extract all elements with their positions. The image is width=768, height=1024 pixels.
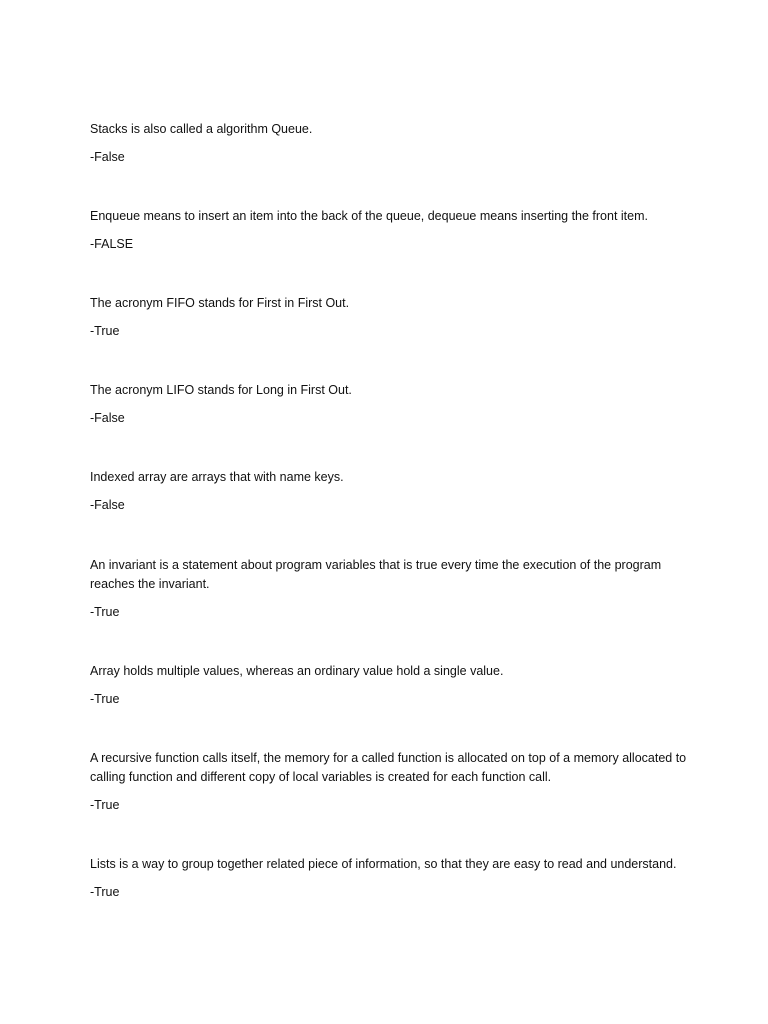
question-text: An invariant is a statement about program variables that is true every time the execution of the program reaches the invariant. bbox=[90, 558, 662, 591]
answer-text: -False bbox=[90, 498, 125, 512]
answer-text: -False bbox=[90, 150, 125, 164]
qa-item-7 bbox=[90, 662, 690, 709]
question-text: The acronym FIFO stands for First in First Out. bbox=[90, 296, 350, 310]
question-text: A recursive function calls itself, the memory for a called function is allocated on top of a memory allocated to calling function and different copy of local variables is created for each function call. bbox=[90, 751, 687, 784]
qa-item-9 bbox=[90, 855, 690, 902]
question-text: The acronym LIFO stands for Long in First Out. bbox=[90, 383, 352, 397]
qa-item-4 bbox=[90, 381, 690, 428]
question-text: Array holds multiple values, whereas an ordinary value hold a single value. bbox=[90, 664, 504, 678]
qa-item-2 bbox=[90, 207, 690, 254]
qa-item-8 bbox=[90, 749, 690, 815]
answer-text: -True bbox=[90, 605, 120, 619]
qa-item-6 bbox=[90, 556, 690, 622]
answer-text: -False bbox=[90, 411, 125, 425]
answer-text: -True bbox=[90, 324, 120, 338]
answer-text: -True bbox=[90, 885, 120, 899]
qa-item-1 bbox=[90, 120, 690, 167]
question-text: Lists is a way to group together related piece of information, so that they are easy to read and understand. bbox=[90, 857, 677, 871]
answer-text: -FALSE bbox=[90, 237, 134, 251]
question-text: Stacks is also called a algorithm Queue. bbox=[90, 122, 313, 136]
answer-text: -True bbox=[90, 692, 120, 706]
answer-text: -True bbox=[90, 798, 120, 812]
question-text: Enqueue means to insert an item into the back of the queue, dequeue means inserting the front item. bbox=[90, 209, 648, 223]
qa-item-3 bbox=[90, 294, 690, 341]
question-text: Indexed array are arrays that with name keys. bbox=[90, 470, 344, 484]
qa-item-5 bbox=[90, 468, 690, 515]
